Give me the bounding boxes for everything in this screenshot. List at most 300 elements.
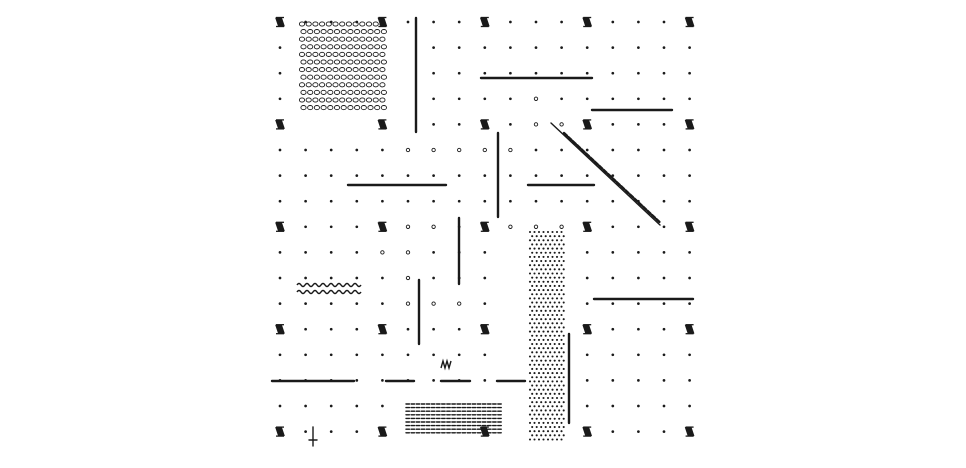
dense-dot [545, 318, 547, 320]
dense-dot [547, 248, 549, 250]
dense-dot [563, 235, 565, 237]
dense-dot [563, 260, 565, 262]
dense-dot [540, 243, 542, 245]
dense-dot [551, 306, 553, 308]
grid-dot [381, 277, 384, 280]
dense-dot [563, 252, 565, 254]
grid-dot [637, 225, 640, 228]
dense-dot [545, 434, 547, 436]
grid-dot [611, 149, 614, 152]
grid-dot [637, 379, 640, 382]
grid-dot [355, 174, 358, 177]
dense-dot [533, 380, 535, 382]
dense-dot [533, 331, 535, 333]
dense-dot [551, 422, 553, 424]
dense-dot [551, 289, 553, 291]
dense-dot [558, 285, 560, 287]
grid-dot [330, 328, 333, 331]
dense-dot [531, 368, 533, 370]
dense-dot [529, 422, 531, 424]
dense-dot [542, 397, 544, 399]
dense-dot [549, 360, 551, 362]
dense-dot [531, 409, 533, 411]
grid-dot [560, 72, 563, 75]
dense-dot [533, 281, 535, 283]
dense-dot [558, 310, 560, 312]
grid-dot [330, 302, 333, 305]
dense-dot [547, 364, 549, 366]
dense-dot [529, 272, 531, 274]
grid-dot [663, 225, 666, 228]
dense-dot [556, 289, 558, 291]
dense-dot [563, 268, 565, 270]
dense-dot [560, 372, 562, 374]
dense-dot [531, 243, 533, 245]
grid-dot [586, 277, 589, 280]
dense-dot [551, 414, 553, 416]
dense-dot [549, 376, 551, 378]
grid-dot [483, 174, 486, 177]
dense-dot [558, 385, 560, 387]
dense-dot [538, 347, 540, 349]
grid-dot [663, 72, 666, 75]
grid-dot [279, 277, 282, 280]
grid-dot [330, 353, 333, 356]
dense-dot [560, 405, 562, 407]
dense-dot [549, 393, 551, 395]
dense-dot [554, 235, 556, 237]
dense-dot [563, 293, 565, 295]
dense-dot [542, 264, 544, 266]
dense-dot [549, 335, 551, 337]
dense-dot [547, 264, 549, 266]
grid-dot [637, 277, 640, 280]
dense-dot [531, 252, 533, 254]
grid-dot [688, 72, 691, 75]
dense-dot [536, 243, 538, 245]
dense-dot [549, 368, 551, 370]
grid-dot [688, 200, 691, 203]
grid-dot [663, 200, 666, 203]
dense-dot [538, 339, 540, 341]
dense-dot [549, 252, 551, 254]
grid-dot [688, 379, 691, 382]
dense-dot [549, 277, 551, 279]
dense-dot [551, 281, 553, 283]
grid-dot [637, 97, 640, 100]
dense-dot [547, 355, 549, 357]
grid-dot [330, 405, 333, 408]
dense-dot [554, 351, 556, 353]
dense-dot [549, 260, 551, 262]
dense-dot [551, 380, 553, 382]
dense-dot [547, 405, 549, 407]
dense-dot [560, 231, 562, 233]
dense-dot [538, 306, 540, 308]
dense-dot [542, 438, 544, 440]
dense-dot [529, 389, 531, 391]
dense-dot [538, 264, 540, 266]
grid-dot [663, 379, 666, 382]
grid-dot [560, 97, 563, 100]
grid-dot [279, 302, 282, 305]
dense-dot [533, 264, 535, 266]
grid-dot [304, 430, 307, 433]
dense-dot [558, 326, 560, 328]
dense-dot [560, 331, 562, 333]
grid-dot [407, 21, 410, 24]
grid-dot [432, 72, 435, 75]
dense-dot [554, 434, 556, 436]
grid-dot [355, 277, 358, 280]
grid-dot [509, 46, 512, 49]
dense-dot [551, 438, 553, 440]
dense-dot [540, 360, 542, 362]
dense-dot [556, 347, 558, 349]
dense-dot [529, 364, 531, 366]
dense-dot [563, 318, 565, 320]
dense-dot [536, 252, 538, 254]
grid-dot [688, 302, 691, 305]
dense-dot [554, 326, 556, 328]
dense-dot [542, 281, 544, 283]
dense-dot [554, 385, 556, 387]
dense-dot [563, 434, 565, 436]
grid-dot [688, 46, 691, 49]
dense-dot [560, 239, 562, 241]
grid-dot [355, 225, 358, 228]
grid-dot [483, 72, 486, 75]
grid-dot [458, 174, 461, 177]
dense-dot [540, 368, 542, 370]
dense-dot [556, 281, 558, 283]
grid-dot [330, 174, 333, 177]
dense-dot [547, 339, 549, 341]
dense-dot [529, 397, 531, 399]
grid-dot [355, 200, 358, 203]
grid-dot [663, 277, 666, 280]
grid-dot [611, 72, 614, 75]
grid-dot [432, 123, 435, 126]
dense-dot [540, 285, 542, 287]
grid-dot [637, 174, 640, 177]
grid-dot [586, 405, 589, 408]
dense-dot [545, 409, 547, 411]
dense-dot [538, 405, 540, 407]
dense-dot [563, 310, 565, 312]
dense-dot [529, 372, 531, 374]
grid-dot [663, 328, 666, 331]
dense-dot [551, 264, 553, 266]
grid-dot [483, 353, 486, 356]
dense-dot [540, 335, 542, 337]
dense-dot [551, 430, 553, 432]
grid-dot [560, 46, 563, 49]
dense-dot [549, 401, 551, 403]
grid-dot [611, 379, 614, 382]
dense-dot [554, 318, 556, 320]
grid-dot [637, 123, 640, 126]
grid-dot [381, 302, 384, 305]
grid-dot [483, 200, 486, 203]
dense-dot [558, 302, 560, 304]
dense-dot [563, 277, 565, 279]
grid-dot [458, 21, 461, 24]
dense-dot [540, 393, 542, 395]
dense-dot [536, 277, 538, 279]
dense-dot [536, 310, 538, 312]
dense-dot [529, 355, 531, 357]
dense-dot [558, 360, 560, 362]
dense-dot [538, 314, 540, 316]
dense-dot [556, 297, 558, 299]
dense-dot [558, 409, 560, 411]
dense-dot [545, 385, 547, 387]
dense-dot [545, 260, 547, 262]
dense-dot [558, 434, 560, 436]
dense-dot [554, 260, 556, 262]
grid-dot [611, 302, 614, 305]
dense-dot [558, 401, 560, 403]
dense-dot [563, 343, 565, 345]
grid-dot [611, 97, 614, 100]
grid-dot [586, 200, 589, 203]
dense-dot [545, 302, 547, 304]
dense-dot [542, 322, 544, 324]
dense-dot [554, 343, 556, 345]
dense-dot [540, 418, 542, 420]
dense-dot [542, 372, 544, 374]
dense-dot [536, 260, 538, 262]
grid-dot [330, 251, 333, 254]
dense-dot [531, 293, 533, 295]
dense-dot [540, 376, 542, 378]
dense-dot [556, 405, 558, 407]
grid-dot [637, 430, 640, 433]
grid-dot [432, 97, 435, 100]
dense-dot [536, 293, 538, 295]
grid-dot [304, 149, 307, 152]
dense-dot [536, 376, 538, 378]
dense-dot [531, 351, 533, 353]
dense-dot [545, 235, 547, 237]
grid-dot [407, 328, 410, 331]
dense-dot [542, 331, 544, 333]
dense-dot [531, 343, 533, 345]
grid-dot [535, 174, 538, 177]
dense-dot [529, 314, 531, 316]
dense-dot [540, 293, 542, 295]
dense-dot [533, 405, 535, 407]
grid-dot [432, 251, 435, 254]
dense-dot [549, 426, 551, 428]
grid-dot [611, 328, 614, 331]
dense-dot [540, 326, 542, 328]
dense-dot [538, 331, 540, 333]
grid-dot [509, 72, 512, 75]
dense-dot [531, 376, 533, 378]
dense-dot [545, 401, 547, 403]
dense-dot [554, 409, 556, 411]
dense-dot [563, 393, 565, 395]
dense-dot [563, 285, 565, 287]
grid-dot [611, 430, 614, 433]
dense-dot [545, 376, 547, 378]
grid-dot [663, 97, 666, 100]
dense-dot [542, 389, 544, 391]
grid-dot [560, 174, 563, 177]
dense-dot [542, 289, 544, 291]
dense-dot [538, 355, 540, 357]
grid-dot [279, 149, 282, 152]
grid-dot [560, 149, 563, 152]
grid-dot [637, 46, 640, 49]
dense-dot [556, 355, 558, 357]
dense-dot [540, 268, 542, 270]
dense-dot [529, 438, 531, 440]
dense-dot [542, 256, 544, 258]
dense-dot [558, 260, 560, 262]
dense-dot [540, 434, 542, 436]
dense-dot [540, 277, 542, 279]
dense-dot [549, 409, 551, 411]
dense-dot [547, 289, 549, 291]
grid-dot [483, 251, 486, 254]
dense-dot [547, 414, 549, 416]
grid-dot [688, 277, 691, 280]
grid-dot [509, 21, 512, 24]
grid-dot [407, 353, 410, 356]
dense-dot [556, 380, 558, 382]
dense-dot [549, 434, 551, 436]
dense-dot [558, 376, 560, 378]
dense-dot [551, 405, 553, 407]
dense-dot [547, 430, 549, 432]
grid-dot [381, 353, 384, 356]
dense-dot [529, 297, 531, 299]
dense-dot [540, 318, 542, 320]
dense-dot [533, 347, 535, 349]
grid-dot [330, 149, 333, 152]
dense-dot [558, 277, 560, 279]
dense-dot [542, 430, 544, 432]
grid-dot [509, 123, 512, 126]
dense-dot [531, 393, 533, 395]
dense-dot [538, 389, 540, 391]
grid-dot [432, 328, 435, 331]
dense-dot [533, 397, 535, 399]
dense-dot [547, 422, 549, 424]
dense-dot [560, 314, 562, 316]
dense-dot [538, 438, 540, 440]
dense-dot [531, 318, 533, 320]
dense-dot [533, 339, 535, 341]
grid-dot [304, 200, 307, 203]
grid-dot [637, 149, 640, 152]
grid-dot [586, 251, 589, 254]
dense-dot [549, 343, 551, 345]
dense-dot [540, 235, 542, 237]
grid-dot [611, 21, 614, 24]
dense-dot [556, 322, 558, 324]
dense-dot [563, 368, 565, 370]
dense-dot [542, 231, 544, 233]
dense-dot [538, 248, 540, 250]
dense-dot [538, 297, 540, 299]
dense-dot [536, 326, 538, 328]
grid-dot [637, 72, 640, 75]
dense-dot [542, 239, 544, 241]
dense-dot [531, 426, 533, 428]
dense-dot [554, 393, 556, 395]
dense-dot [533, 372, 535, 374]
dense-dot [563, 335, 565, 337]
grid-dot [611, 225, 614, 228]
dense-dot [531, 302, 533, 304]
dense-dot [529, 405, 531, 407]
grid-dot [637, 328, 640, 331]
dense-dot [536, 335, 538, 337]
grid-dot [586, 97, 589, 100]
dense-dot [551, 389, 553, 391]
dense-dot [556, 231, 558, 233]
dense-dot [536, 401, 538, 403]
dense-dot [558, 293, 560, 295]
dense-dot [538, 239, 540, 241]
dense-dot [556, 331, 558, 333]
dense-dot [545, 252, 547, 254]
dense-dot [560, 281, 562, 283]
grid-dot [355, 430, 358, 433]
grid-dot [663, 123, 666, 126]
dense-dot [556, 314, 558, 316]
grid-dot [304, 405, 307, 408]
dense-dot [531, 335, 533, 337]
dense-dot [556, 397, 558, 399]
dense-dot [531, 260, 533, 262]
dense-dot [542, 347, 544, 349]
dense-dot [560, 355, 562, 357]
dense-dot [554, 360, 556, 362]
grid-dot [611, 251, 614, 254]
dense-dot [558, 318, 560, 320]
grid-dot [432, 46, 435, 49]
dense-dot [563, 385, 565, 387]
dense-dot [533, 322, 535, 324]
grid-dot [560, 21, 563, 24]
dense-dot [531, 235, 533, 237]
dense-dot [560, 256, 562, 258]
grid-dot [560, 200, 563, 203]
dense-dot [536, 434, 538, 436]
grid-dot [432, 277, 435, 280]
grid-dot [586, 379, 589, 382]
dense-dot [560, 289, 562, 291]
grid-dot [611, 277, 614, 280]
dense-dot [558, 335, 560, 337]
dense-dot [542, 272, 544, 274]
grid-dot [407, 174, 410, 177]
dense-dot [554, 243, 556, 245]
dense-dot [547, 380, 549, 382]
grid-dot [586, 72, 589, 75]
grid-dot [304, 251, 307, 254]
dense-dot [536, 268, 538, 270]
dense-dot [538, 272, 540, 274]
dense-dot [563, 243, 565, 245]
dense-dot [556, 272, 558, 274]
dense-dot [558, 243, 560, 245]
